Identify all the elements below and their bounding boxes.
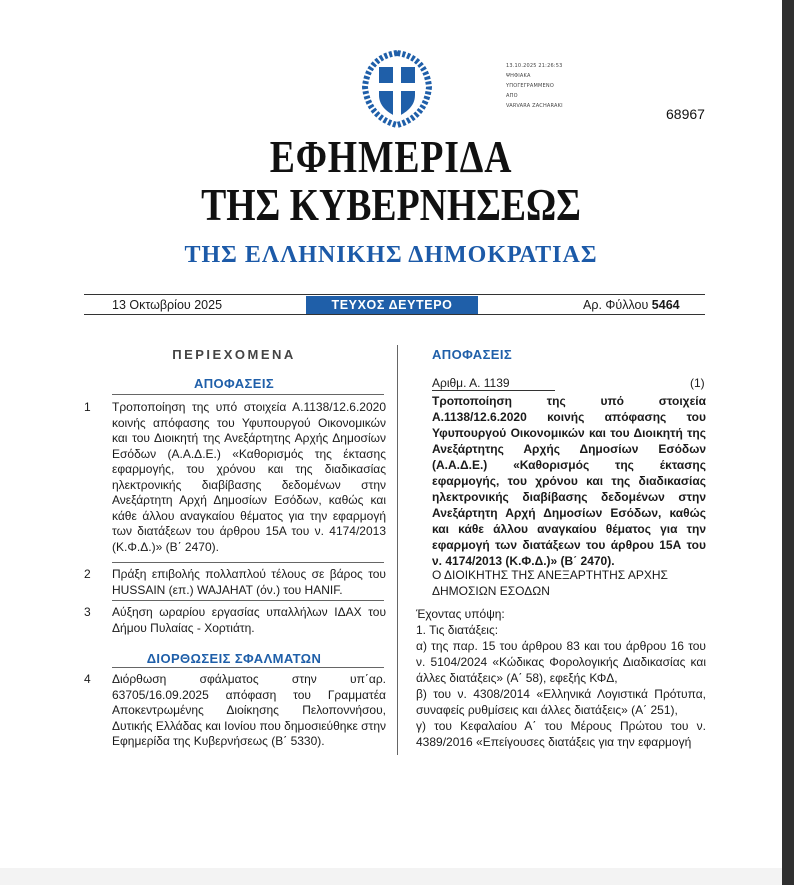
- header-rule-bottom: [84, 314, 705, 315]
- decision-title: Τροποποίηση της υπό στοιχεία Α.1138/12.6.2020 κοινής απόφασης του Υφυπουργού Οικονομικών και του Διοικητή της Ανεξάρτητης Αρχής Δημοσίων Εσόδων (Α.Α.Δ.Ε.) «Καθορισμός της έκτασης εφαρμογής, του χρόνου και της διαδικασίας ηλεκτρονικής διαβίβασης δεδομένων στην Ανεξάρτητη Αρχή Δημοσίων Εσόδων, καθώς και κάθε άλλου αναγκαίου θέματος για την εφαρμογή των διατάξεων του άρθρου 15Α του ν. 4174/2013 (Κ.Φ.Δ.)» (Β΄ 2470).: [432, 394, 706, 568]
- column-divider: [397, 345, 398, 755]
- paragraph-a: [416, 638, 706, 686]
- issue-badge: ΤΕΥΧΟΣ ΔΕΥΤΕΡΟ: [306, 296, 478, 314]
- item-number: 3: [84, 605, 91, 619]
- decisions-section-title: ΑΠΟΦΑΣΕΙΣ: [432, 347, 513, 362]
- signature-line: ΥΠΟΓΕΓΡΑΜΜΕΝΟ: [506, 83, 554, 89]
- item-number: 1: [84, 400, 91, 414]
- paragraph-b: [416, 686, 706, 718]
- paragraph-c-text: γ) του Κεφαλαίου Α΄ του Μέρους Πρώτου του ν. 4389/2016 «Επείγουσες διατάξεις για την εφαρμογή: [416, 719, 706, 749]
- contents-decisions-title: ΑΠΟΦΑΣΕΙΣ: [193, 376, 275, 391]
- item-text: Τροποποίηση της υπό στοιχεία Α.1138/12.6.2020 κοινής απόφασης του Υφυπουργού Οικονομικών και του Διοικητή της Ανεξάρτητης Αρχής Δημοσίων Εσόδων (Α.Α.Δ.Ε.) «Καθορισμός της έκτασης εφαρμογής, του χρόνου και της διαδικασίας ηλεκτρονικής διαβίβασης δεδομένων στην Ανεξάρτητη Αρχή Δημοσίων Εσόδων, καθώς και κάθε άλλου αναγκαίου θέματος για την εφαρμογή των διατάξεων του άρθρου 15Α του ν. 4174/2013 (Κ.Φ.Δ.)» (Β΄ 2470).: [112, 400, 386, 554]
- paragraph-b-text: β) του ν. 4308/2014 «Ελληνικά Λογιστικά Πρότυπα, συναφείς ρυθμίσεις και άλλες διατάξεις» (Α΄ 251),: [416, 687, 706, 717]
- contents-separator: [112, 562, 384, 563]
- contents-separator: [112, 600, 384, 601]
- item-text: Διόρθωση σφάλματος στην υπ΄αρ. 63705/16.09.2025 απόφαση του Γραμματέα Αποκεντρωμένης Διοίκησης Πελοποννήσου, Δυτικής Ελλάδας και Ιονίου που δημοσιεύθηκε στην Εφημερίδα της Κυβερνήσεως (Β΄ 5330).: [112, 672, 386, 748]
- signature-line: 13.10.2025 21:26:53: [506, 63, 563, 69]
- viewer-edge-bar: [782, 0, 794, 885]
- sheet-number: [583, 298, 680, 312]
- provisions-line: 1. Τις διατάξεις:: [416, 623, 499, 637]
- contents-separator: [112, 394, 384, 395]
- page-bottom-gap: [0, 868, 782, 885]
- sheet-value: 5464: [651, 298, 680, 312]
- signature-line: ΨΗΦΙΑΚΑ: [506, 73, 531, 79]
- decision-index: (1): [690, 376, 705, 390]
- contents-heading: ΠΕΡΙΕΧΟΜΕΝΑ: [172, 347, 296, 362]
- issue-date: 13 Οκτωβρίου 2025: [112, 298, 223, 312]
- masthead-subtitle: ΤΗΣ ΚΥΒΕΡΝΗΣΕΩΣ: [201, 179, 581, 230]
- signature-line: ΑΠΟ: [506, 93, 518, 99]
- decision-authority: Ο ΔΙΟΙΚΗΤΗΣ ΤΗΣ ΑΝΕΞΑΡΤΗΤΗΣ ΑΡΧΗΣ ΔΗΜΟΣΙΩΝ ΕΣΟΔΩΝ: [432, 568, 668, 598]
- decision-reference: Αριθμ. Α. 1139: [432, 376, 510, 390]
- contents-separator: [112, 667, 384, 668]
- considering-line: Έχοντας υπόψη:: [416, 607, 505, 621]
- masthead-title: ΕΦΗΜΕΡΙΔΑ: [269, 131, 513, 182]
- fek-number: 68967: [666, 106, 705, 122]
- sheet-label: Αρ. Φύλλου: [583, 298, 649, 312]
- digital-signature-stamp: [506, 61, 616, 111]
- item-text: Πράξη επιβολής πολλαπλού τέλους σε βάρος του HUSSAIN (επ.) WAJAHAT (όν.) του HANIF.: [112, 567, 386, 597]
- item-number: 4: [84, 672, 91, 686]
- paragraph-c: [416, 718, 706, 750]
- item-number: 2: [84, 567, 91, 581]
- header-rule-top: [84, 294, 705, 295]
- greek-coat-of-arms-icon: [357, 47, 437, 129]
- reference-underline: [432, 390, 555, 391]
- masthead-republic: ΤΗΣ ΕΛΛΗΝΙΚΗΣ ΔΗΜΟΚΡΑΤΙΑΣ: [184, 242, 598, 268]
- corrections-title: ΔΙΟΡΘΩΣΕΙΣ ΣΦΑΛΜΑΤΩΝ: [146, 651, 322, 666]
- item-text: Αύξηση ωραρίου εργασίας υπαλλήλων ΙΔΑΧ του Δήμου Πυλαίας - Χορτιάτη.: [112, 605, 386, 635]
- signature-line: VARVARA ZACHARAKI: [506, 103, 563, 109]
- paragraph-a-text: α) της παρ. 15 του άρθρου 83 και του άρθρου 16 του ν. 5104/2024 «Κώδικας Φορολογικής Διαδικασίας και άλλες διατάξεις» (Α΄ 58), εφεξής ΚΦΔ,: [416, 639, 706, 685]
